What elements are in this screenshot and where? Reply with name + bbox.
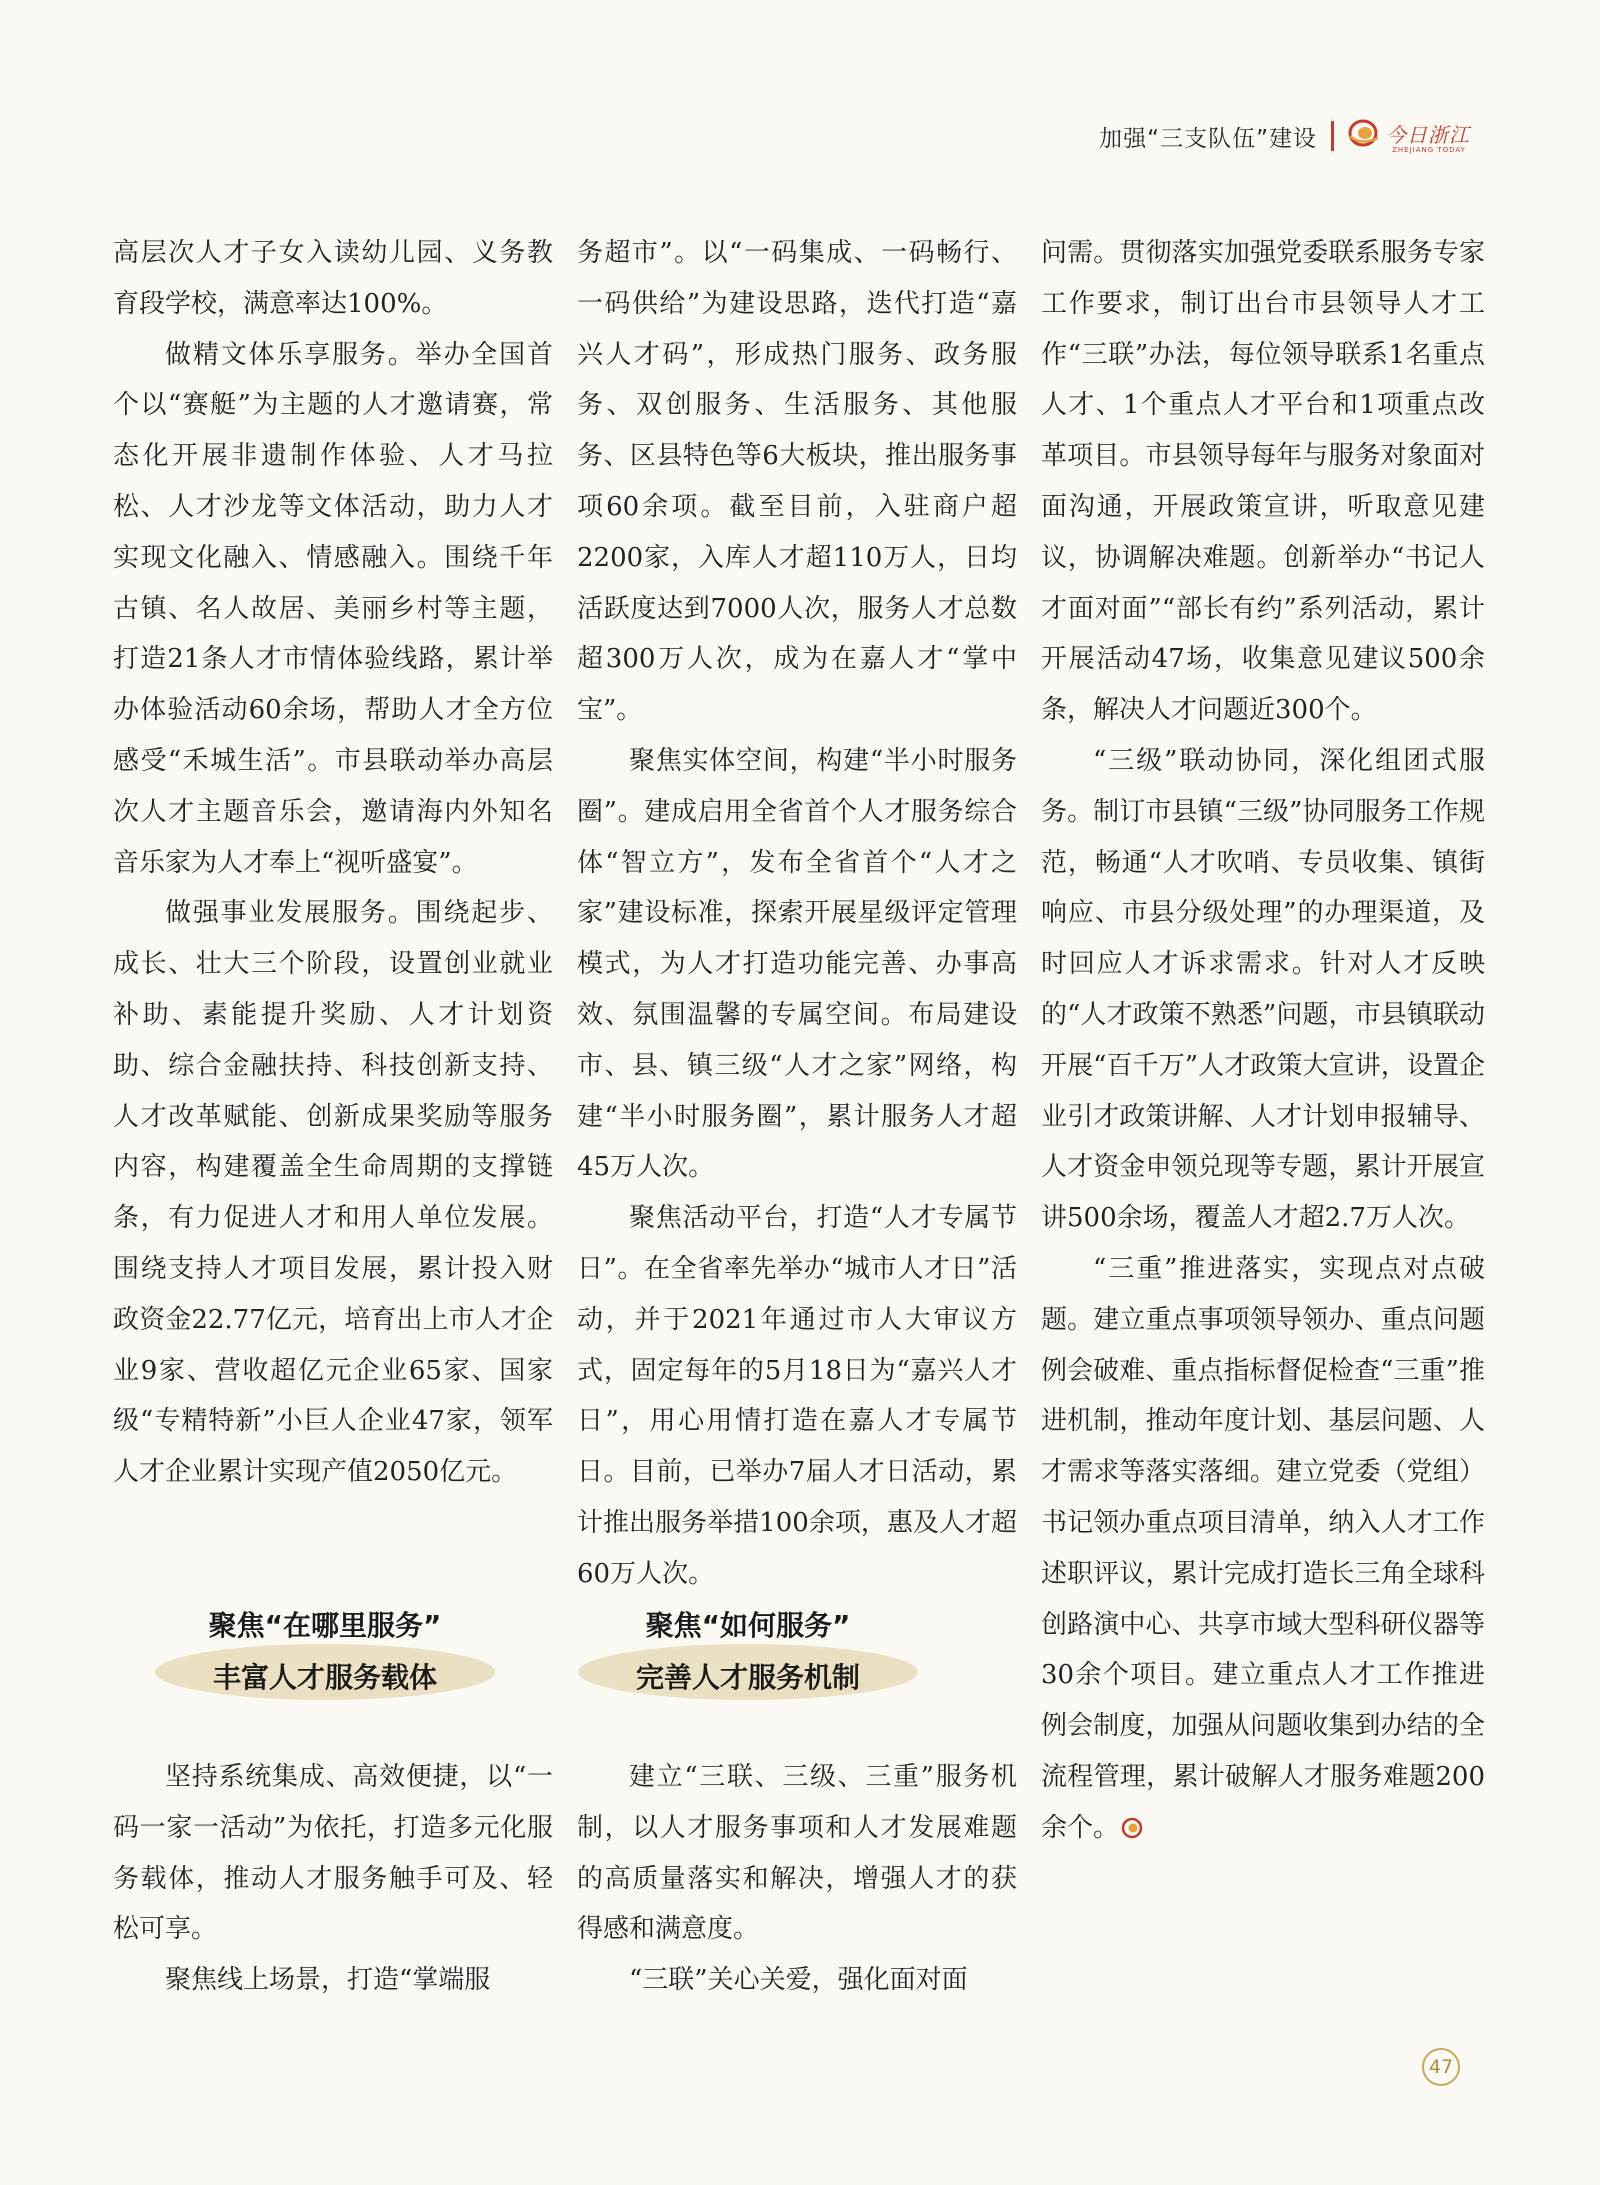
paragraph: 聚焦实体空间，构建“半小时服务圈”。建成启用全省首个人才服务综合体“智立方”，发布全省首个“人才之家”建设标准，探索开展星级评定管理模式，为人才打造功能完善、办事高效、氛围温馨的专属空间。布局建设市、县、镇三级“人才之家”网络，构建“半小时服务圈”，累计服务人才超45万人次。 bbox=[577, 745, 1017, 1183]
paragraph: 聚焦活动平台，打造“人才专属节日”。在全省率先举办“城市人才日”活动，并于2021年通过市人大审议方式，固定每年的5月18日为“嘉兴人才日”，用心用情打造在嘉人才专属节日。目前，已举办7届人才日活动，累计推出服务举措100余项，惠及人才超60万人次。 bbox=[577, 1203, 1017, 1589]
header-divider bbox=[1331, 121, 1334, 151]
paragraph: 做精文体乐享服务。举办全国首个以“赛艇”为主题的人才邀请赛，常态化开展非遗制作体验、人才马拉松、人才沙龙等文体活动，助力人才实现文化融入、情感融入。围绕千年古镇、名人故居、美丽乡村等主题，打造21条人才市情体验线路，累计举办体验活动60余场，帮助人才全方位感受“禾城生活”。市县联动举办高层次人才主题音乐会，邀请海内外知名音乐家为人才奉上“视听盛宴”。 bbox=[113, 339, 553, 878]
subheading-how-to-serve bbox=[578, 1600, 918, 1718]
paragraph: “三联”关心关爱，强化面对面 bbox=[629, 1965, 968, 1996]
paragraph: 建立“三联、三级、三重”服务机制，以人才服务事项和人才发展难题的高质量落实和解决，增强人才的获得感和满意度。 bbox=[577, 1762, 1017, 1945]
paragraph-text: “三重”推进落实，实现点对点破题。建立重点事项领导领办、重点问题例会破难、重点指标督促检查“三重”推进机制，推动年度计划、基层问题、人才需求等落实落细。建立党委（党组）书记领办重点项目清单，纳入人才工作述职评议，累计完成打造长三角全球科创路演中心、共享市域大型科研仪器等30余个项目。建立重点人才工作推进例会制度，加强从问题收集到办结的全流程管理，累计破解人才服务难题200余个。 bbox=[1041, 1253, 1485, 1843]
paragraph: 务超市”。以“一码集成、一码畅行、一码供给”为建设思路，迭代打造“嘉兴人才码”，形成热门服务、政务服务、双创服务、生活服务、其他服务、区县特色等6大板块，推出服务事项60余项。截至目前，入驻商户超2200家，入库人才超110万人，日均活跃度达到7000人次，服务人才总数超300万人次，成为在嘉人才“掌中宝”。 bbox=[577, 238, 1017, 726]
column-2 bbox=[577, 228, 1017, 1600]
paragraph: 问需。贯彻落实加强党委联系服务专家工作要求，制订出台市县领导人才工作“三联”办法，每位领导联系1名重点人才、1个重点人才平台和1项重点改革项目。市县领导每年与服务对象面对面沟通，开展政策宣讲，听取意见建议，协调解决难题。创新举办“书记人才面对面”“部长有约”系列活动，累计开展活动47场，收集意见建议500余条，解决人才问题近300个。 bbox=[1041, 238, 1485, 726]
magazine-logo bbox=[1348, 118, 1470, 154]
paragraph: 做强事业发展服务。围绕起步、成长、壮大三个阶段，设置创业就业补助、素能提升奖励、人才计划资助、综合金融扶持、科技创新支持、人才改革赋能、创新成果奖励等服务内容，构建覆盖全生命周期的支撑链条，有力促进人才和用人单位发展。围绕支持人才项目发展，累计投入财政资金22.77亿元，培育出上市人才企业9家、营收超亿元企业65家、国家级“专精特新”小巨人企业47家，领军人才企业累计实现产值2050亿元。 bbox=[113, 898, 553, 1488]
subheading-line-2: 丰富人才服务载体 bbox=[212, 1661, 437, 1694]
logo-subtext: ZHEJIANG TODAY bbox=[1392, 146, 1466, 154]
subheading-line-1: 聚焦“如何服务” bbox=[645, 1609, 851, 1642]
column-1 bbox=[113, 228, 553, 1498]
subheading-line-2: 完善人才服务机制 bbox=[635, 1661, 860, 1694]
page-header bbox=[1099, 118, 1470, 154]
section-2-body bbox=[577, 1752, 1017, 2006]
paragraph: 高层次人才子女入读幼儿园、义务教育段学校，满意率达100%。 bbox=[113, 238, 553, 319]
column-3 bbox=[1041, 228, 1485, 1854]
paragraph bbox=[1041, 1244, 1485, 1854]
logo-swirl-icon bbox=[1348, 118, 1382, 148]
subheading-line-1: 聚焦“在哪里服务” bbox=[208, 1609, 442, 1642]
paragraph: 聚焦线上场景，打造“掌端服 bbox=[165, 1965, 491, 1996]
section-1-body bbox=[113, 1752, 553, 2006]
subheading-where-to-serve bbox=[155, 1600, 495, 1718]
logo-text: 今日浙江 bbox=[1386, 122, 1470, 147]
end-mark-icon bbox=[1121, 1817, 1143, 1839]
section-title: 加强“三支队伍”建设 bbox=[1099, 125, 1317, 152]
paragraph: 坚持系统集成、高效便捷，以“一码一家一活动”为依托，打造多元化服务载体，推动人才服务触手可及、轻松可享。 bbox=[113, 1762, 553, 1945]
paragraph: “三级”联动协同，深化组团式服务。制订市县镇“三级”协同服务工作规范，畅通“人才吹哨、专员收集、镇街响应、市县分级处理”的办理渠道，及时回应人才诉求需求。针对人才反映的“人才政策不熟悉”问题，市县镇联动开展“百千万”人才政策大宣讲，设置企业引才政策讲解、人才计划申报辅导、人才资金申领兑现等专题，累计开展宣讲500余场，覆盖人才超2.7万人次。 bbox=[1041, 745, 1485, 1234]
page-number: 47 bbox=[1422, 2048, 1460, 2086]
